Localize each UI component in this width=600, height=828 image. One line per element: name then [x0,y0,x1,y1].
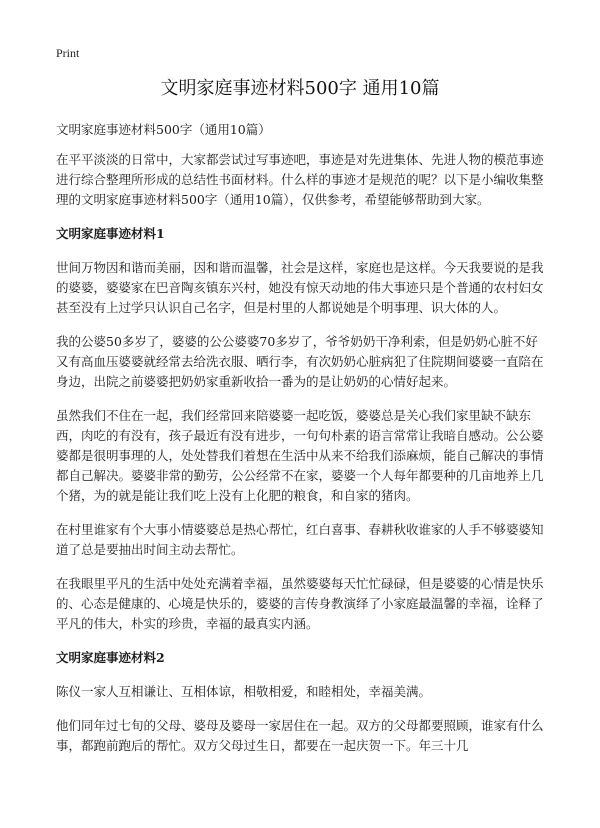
section-1-paragraph-5: 在我眼里平凡的生活中处处充满着幸福，虽然婆婆每天忙忙碌碌，但是婆婆的心情是快乐的、心态是健康的、心境是快乐的，婆婆的言传身教演绎了小家庭最温馨的幸福，诠释了平凡的伟大，朴实的珍贵，幸福的最真实内涵。 [56,576,544,631]
section-2-paragraph-1: 陈仪一家人互相谦让、互相体谅，相敬相爱，和睦相处，幸福美满。 [56,684,432,699]
print-link[interactable]: Print [56,46,80,60]
section-heading-1: 文明家庭事迹材料1 [56,226,165,241]
section-1-paragraph-4: 在村里谁家有个大事小情婆婆总是热心帮忙，红白喜事、春耕秋收谁家的人手不够婆婆知道了总是要抽出时间主动去帮忙。 [56,522,544,557]
section-1-paragraph-3: 虽然我们不住在一起，我们经常回来陪婆婆一起吃饭，婆婆总是关心我们家里缺不缺东西，肉吃的有没有，孩子最近有没有进步，一句句朴素的语言常常让我暗自感动。公公婆婆都是很明事理的人，处处替我们着想在生活中从来不给我们添麻烦，能自己解决的事情都自己解决。婆婆非常的勤劳，公公经常不在家，婆婆一个人每年都要种的几亩地养上几个猪，为的就是能让我们吃上没有上化肥的粮食，和自家的猪肉。 [56,408,544,503]
intro-paragraph: 在平平淡淡的日常中，大家都尝试过写事迹吧，事迹是对先进集体、先进人物的模范事迹进行综合整理所形成的总结性书面材料。什么样的事迹才是规范的呢？以下是小编收集整理的文明家庭事迹材料500字（通用10篇），仅供参考，希望能够帮助到大家。 [56,152,544,207]
section-heading-2: 文明家庭事迹材料2 [56,650,165,665]
document-body [56,120,546,770]
document-subtitle: 文明家庭事迹材料500字（通用10篇） [56,122,271,137]
document-title: 文明家庭事迹材料500字 通用10篇 [160,78,440,99]
section-1-paragraph-2: 我的公婆50多岁了，婆婆的公公婆婆70多岁了，爷爷奶奶干净利索，但是奶奶心脏不好又有高血压婆婆就经常去给洗衣服、晒行李，有次奶奶心脏病犯了住院期间婆婆一直陪在身边，出院之前婆婆把奶奶家重新收拾一番为的是让奶奶的心情好起来。 [56,334,544,389]
section-2-paragraph-2: 他们同年过七旬的父母、婆母及婆母一家居住在一起。双方的父母都要照顾，谁家有什么事，都跑前跑后的帮忙。双方父母过生日，都要在一起庆贺一下。年三十几 [56,718,544,753]
section-1-paragraph-1: 世间万物因和谐而美丽，因和谐而温馨，社会是这样，家庭也是这样。今天我要说的是我的婆婆，婆婆家在巴音陶亥镇东兴村，她没有惊天动地的伟大事迹只是个普通的农村妇女甚至没有上过学只认识自己名字，但是村里的人都说她是个明事理、识大体的人。 [56,260,544,315]
